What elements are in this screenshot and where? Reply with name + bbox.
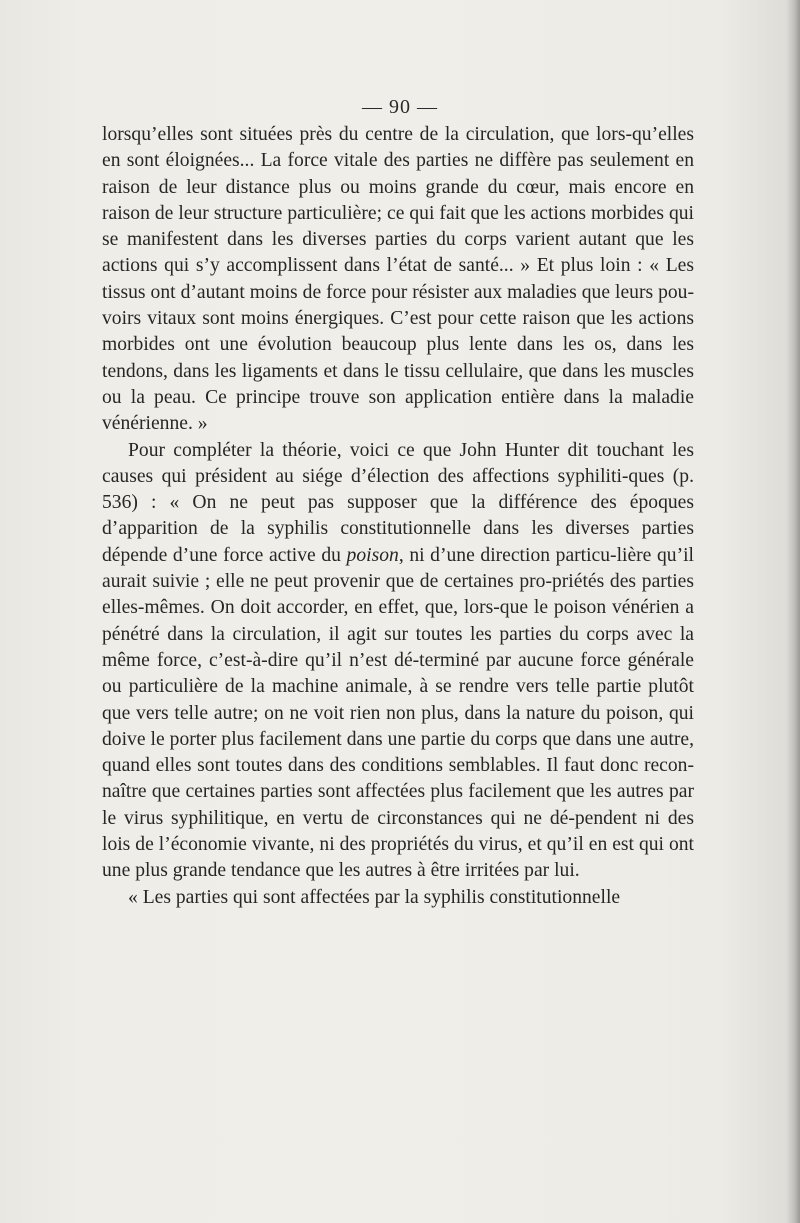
paragraph-1 — [102, 122, 694, 438]
page-edge-shadow — [786, 0, 800, 1223]
paragraph-3-text: « Les parties qui sont affectées par la syphilis constitutionnelle — [128, 886, 621, 908]
page-number: — 90 — — [362, 96, 438, 118]
paragraph-2 — [102, 438, 694, 885]
paragraph-1-text: lorsqu’elles sont situées près du centre de la circulation, que lors-qu’elles en sont éloignées... La force vitale des parties ne diffère pas seulement en raison de leur distance plus ou moins grande du cœur, mais encore en raison de leur structure particulière; ce qui fait que les actions morbides qui se manifestent dans les diverses parties du corps varient autant que les actions qui s’y accomplissent dans l’état de santé... » Et plus loin : « Les tissus ont d’autant moins de force pour résister aux maladies que leurs pou-voirs vitaux sont moins énergiques. C’est pour cette raison que les actions morbides ont une évolution beaucoup plus lente dans les os, dans les tendons, dans les ligaments et dans le tissu cellulaire, que dans les muscles ou la peau. Ce principe trouve son application entière dans la maladie vénérienne. » — [102, 124, 694, 435]
body-text — [102, 122, 694, 911]
italic-term-poison: poison — [346, 544, 399, 566]
paragraph-2-text-a: Pour compléter la théorie, voici ce que John Hunter dit touchant les causes qui président au siége d’élection des affections syphiliti-ques (p. 536) : « On ne peut pas supposer que la différence des époques d’apparition de la syphilis constitutionnelle dans les diverses parties dépende d’une force active du — [102, 439, 694, 566]
paragraph-3 — [102, 885, 694, 911]
paragraph-2-text-b: , ni d’une direction particu-lière qu’il aurait suivie ; elle ne peut provenir que de certaines pro-priétés des parties elles-mêmes. On doit accorder, en effet, que, lors-que le poison vénérien a pénétré dans la circulation, il agit sur toutes les parties du corps avec la même force, c’est-à-dire qu’il n’est dé-terminé par aucune force générale ou particulière de la machine animale, à se rendre vers telle partie plutôt que vers telle autre; on ne voit rien non plus, dans la nature du poison, qui doive le porter plus facilement dans une partie du corps que dans une autre, quand elles sont toutes dans des conditions semblables. Il faut donc recon-naître que certaines parties sont affectées plus facilement que les autres par le virus syphilitique, en vertu de circonstances qui ne dé-pendent ni des lois de l’économie vivante, ni des propriétés du virus, et qu’il en est qui ont une plus grande tendance que les autres à être irritées par lui. — [102, 544, 694, 882]
